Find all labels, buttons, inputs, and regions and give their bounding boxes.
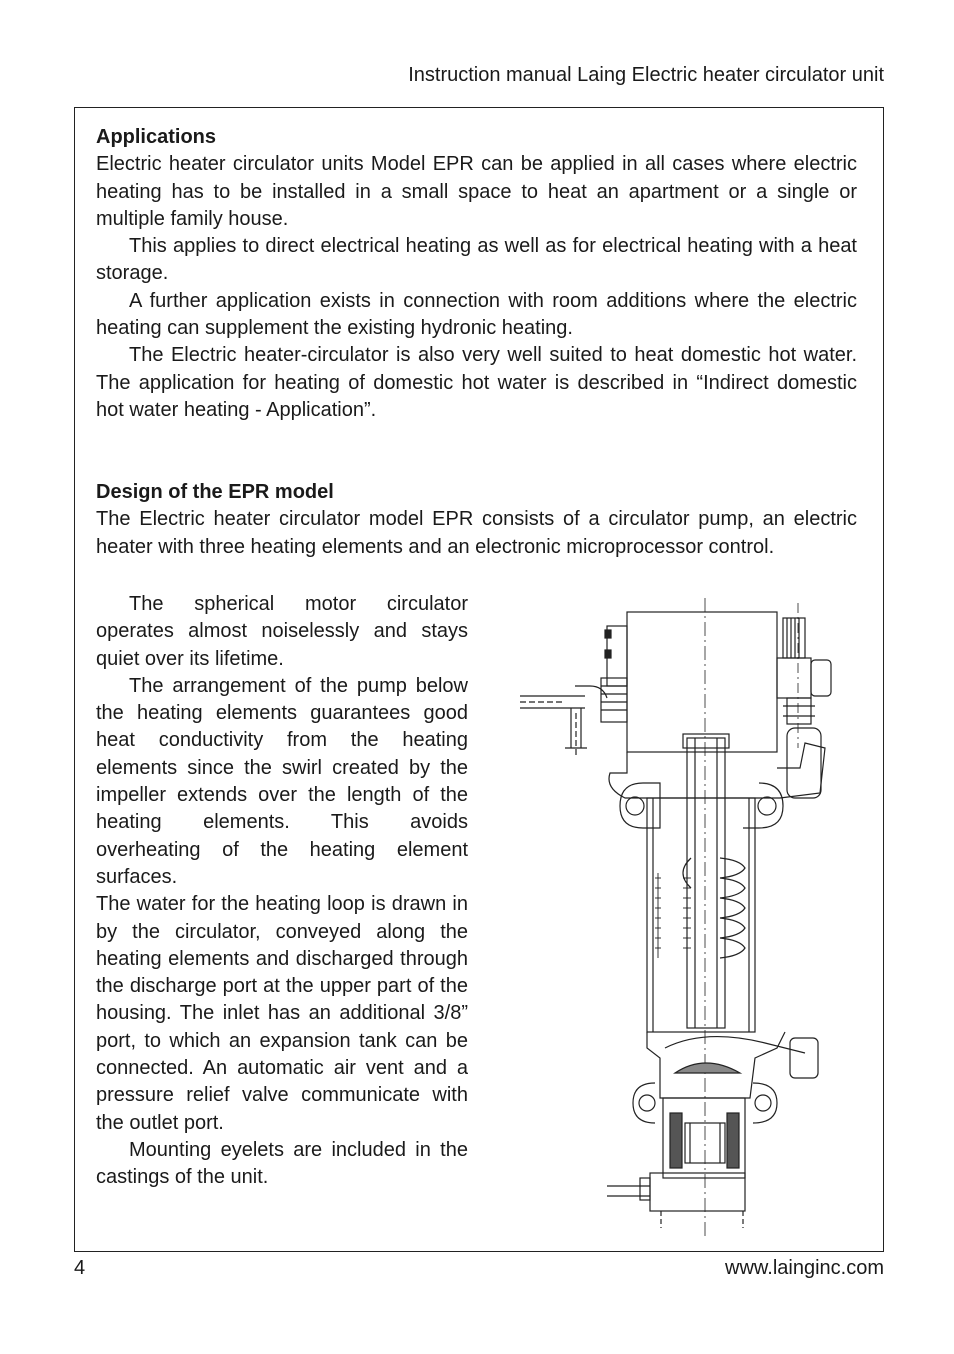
design-heading: Design of the EPR model (96, 481, 334, 503)
design-column-text (96, 591, 468, 1192)
design-paragraph-2: The arrangement of the pump below the heating elements guarantees good heat conductivity from the heating elements since the swirl created by the impeller extends over the length of the heating elements. This avoids overheating of the heating element surfaces. (96, 674, 468, 888)
design-paragraph-4: Mounting eyelets are included in the castings of the unit. (96, 1138, 468, 1189)
design-paragraph-1: The spherical motor circulator operates almost noiselessly and stays quiet over its lifetime. (96, 593, 468, 670)
heating-coil (720, 858, 745, 958)
impeller (675, 1063, 740, 1073)
design-paragraph-3: The water for the heating loop is drawn in by the circulator, conveyed along the heating elements and discharged through the discharge port at the upper part of the housing. The inlet has an additional 3/8” port, to which an expansion tank can be connected. An automatic air vent and a pressure relief valve communicate with the outlet port. (96, 893, 468, 1134)
control-box (627, 612, 777, 752)
design-section (96, 479, 857, 561)
page-number: 4 (74, 1257, 86, 1279)
applications-paragraph-3: A further application exists in connection with room additions where the electric heating can supplement the existing hydronic heating. (96, 289, 857, 340)
applications-paragraph-2: This applies to direct electrical heating as well as for electrical heating with a heat storage. (96, 235, 857, 285)
applications-heading: Applications (96, 126, 217, 148)
heater-housing (647, 798, 755, 1032)
applications-paragraph-1: Electric heater circulator units Model EPR can be applied in all cases where electric heating has to be installed in a small space to heat an apartment or a single or multiple family house. (96, 153, 857, 230)
epr-cross-section-drawing (515, 598, 845, 1238)
air-vent (783, 618, 805, 658)
applications-paragraph-4: The Electric heater-circulator is also very well suited to heat domestic hot water. The application for heating of domestic hot water is described in “Indirect domestic hot water heating - Application”. (96, 344, 857, 421)
page-header: Instruction manual Laing Electric heater circulator unit (408, 64, 884, 86)
footer-url[interactable]: www.lainginc.com (725, 1257, 884, 1279)
applications-section (96, 124, 857, 424)
design-intro: The Electric heater circulator model EPR consists of a circulator pump, an electric heater with three heating elements and an electronic microprocessor control. (96, 508, 857, 558)
